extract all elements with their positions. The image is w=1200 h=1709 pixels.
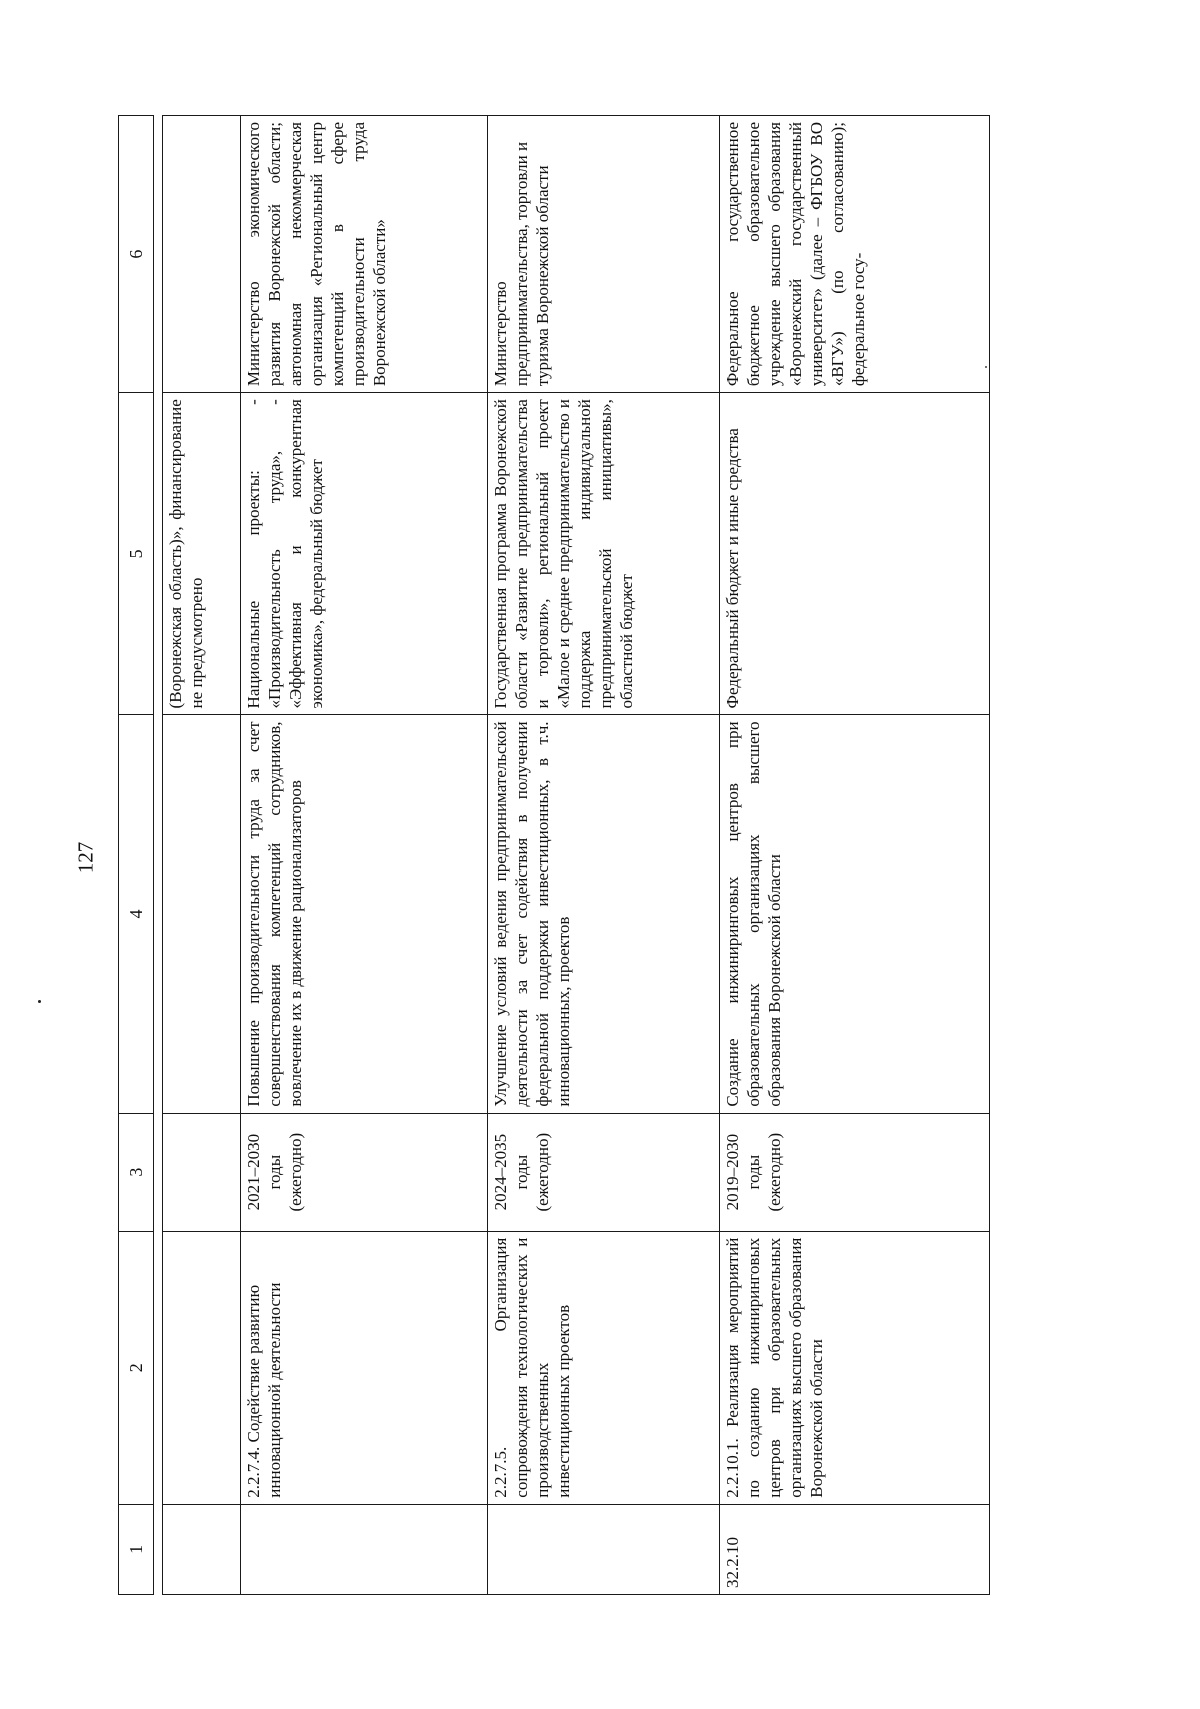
cell-col6 <box>163 116 241 393</box>
header-cell-2: 2 <box>119 1231 154 1504</box>
table-row <box>720 116 990 1595</box>
header-cell-3: 3 <box>119 1113 154 1231</box>
cell-col2: 2.2.7.4. Содействие развитию инновационной деятельности <box>241 1231 488 1504</box>
separator-row <box>154 116 163 1595</box>
cell-col4: Повышение производительности труда за счет совершенствования компетенций сотрудников, вовлечение их в движение рационализаторов <box>241 715 488 1113</box>
cell-col1 <box>488 1504 720 1594</box>
cell-col5: (Воронежская область)», финансирование не предусмотрено <box>163 393 241 715</box>
header-cell-5: 5 <box>119 393 154 715</box>
cell-col5: Государственная программа Воронежской области «Развитие предпринимательства и торговли», региональный проект «Малое и среднее предпринимательство и поддержка индивидуальной предпринимательской инициативы», областной бюджет <box>488 393 720 715</box>
cell-col4: Улучшение условий ведения предпринимательской деятельности за счет содействия в получении федеральной поддержки инвестиционных, в т.ч. инновационных, проектов <box>488 715 720 1113</box>
cell-col3: 2021–2030 годы (ежегодно) <box>241 1113 488 1231</box>
cell-col2: 2.2.10.1. Реализация мероприятий по созданию инжиниринговых центров при образовательных организациях высшего образования Воронежской области <box>720 1231 990 1504</box>
rotated-table-sheet <box>118 115 1081 1595</box>
cell-col1 <box>163 1504 241 1594</box>
separator-cell <box>154 116 163 1595</box>
cell-col3: 2019–2030 годы (ежегодно) <box>720 1113 990 1231</box>
cell-col2: 2.2.7.5. Организация сопровождения технологических и производственных инвестиционных проектов <box>488 1231 720 1504</box>
table-row <box>241 116 488 1595</box>
header-cell-1: 1 <box>119 1504 154 1594</box>
cell-col5: Федеральный бюджет и иные средства <box>720 393 990 715</box>
cell-col6: Министерство экономического развития Воронежской области; автономная некоммерческая организация «Региональный центр компетенций в сфере производительности труда Воронежской области» <box>241 116 488 393</box>
cell-col5: Национальные проекты: - «Производительность труда», - «Эффективная и конкурентная экономика», федеральный бюджет <box>241 393 488 715</box>
cell-col1 <box>241 1504 488 1594</box>
cell-col3 <box>163 1113 241 1231</box>
measures-table <box>118 115 990 1595</box>
cell-col6: Министерство предпринимательства, торговли и туризма Воронежской области <box>488 116 720 393</box>
cell-col2 <box>163 1231 241 1504</box>
scan-speck <box>38 1000 41 1003</box>
cell-col3: 2024–2035 годы (ежегодно) <box>488 1113 720 1231</box>
table-row <box>163 116 241 1595</box>
header-row <box>119 116 154 1595</box>
page-number: 127 <box>73 841 98 874</box>
header-cell-4: 4 <box>119 715 154 1113</box>
header-cell-6: 6 <box>119 116 154 393</box>
cell-col4: Создание инжиниринговых центров при образовательных организациях высшего образования Воронежской области <box>720 715 990 1113</box>
cell-col6: Федеральное государственное бюджетное образовательное учреждение высшего образования «Воронежский государственный университет» (далее – ФГБОУ ВО «ВГУ») (по согласованию); федеральное госу- <box>720 116 990 393</box>
cell-col4 <box>163 715 241 1113</box>
table-row <box>488 116 720 1595</box>
cell-col1: 32.2.10 <box>720 1504 990 1594</box>
